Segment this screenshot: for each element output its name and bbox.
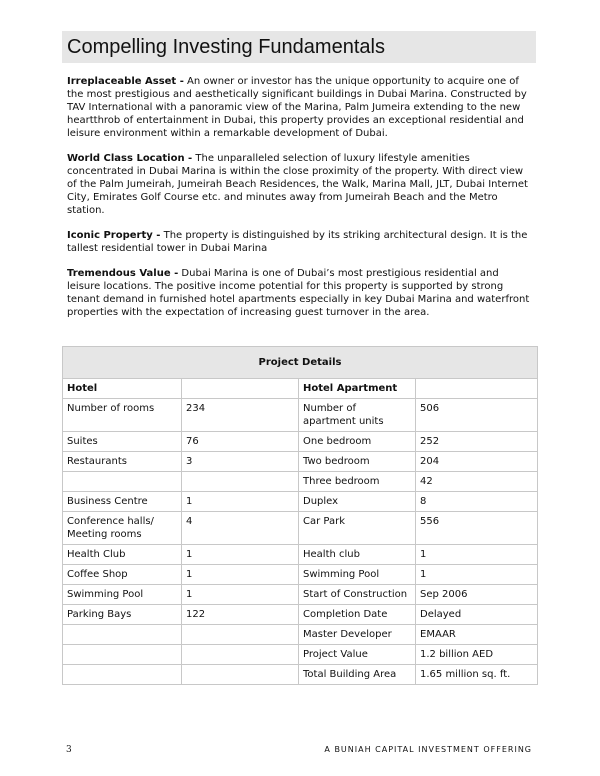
table-cell: 122 <box>182 605 299 625</box>
table-row <box>63 625 538 645</box>
page-number: 3 <box>66 745 72 755</box>
table-cell <box>182 645 299 665</box>
title-bar <box>62 31 536 63</box>
table-cell: 1 <box>416 545 538 565</box>
table-body <box>63 379 538 685</box>
table-cell: 234 <box>182 399 299 432</box>
table-cell: 1.65 million sq. ft. <box>416 665 538 685</box>
table-cell: Coffee Shop <box>63 565 182 585</box>
table-cell: 76 <box>182 432 299 452</box>
table-cell <box>63 625 182 645</box>
paragraph-lead: Iconic Property - <box>67 230 161 241</box>
table-cell: Master Developer <box>299 625 416 645</box>
table-cell <box>63 472 182 492</box>
table-cell: 8 <box>416 492 538 512</box>
table-cell: Sep 2006 <box>416 585 538 605</box>
table-row <box>63 665 538 685</box>
table-cell: Delayed <box>416 605 538 625</box>
table-row <box>63 512 538 545</box>
project-details-table <box>62 346 538 685</box>
table-cell: 1.2 billion AED <box>416 645 538 665</box>
table-cell: Start of Construction <box>299 585 416 605</box>
paragraph-text: Dubai Marina is one of Dubai’s most prestigious residential and leisure locations. The positive income potential for this property is supported by strong tenant demand in furnished hotel apartments especially in key Dubai Marina and waterfront properties with the expectation of increasing guest turnover in the area. <box>67 268 530 318</box>
table-cell: Number of rooms <box>63 399 182 432</box>
table-cell: One bedroom <box>299 432 416 452</box>
table-cell: Business Centre <box>63 492 182 512</box>
table-cell: 1 <box>182 565 299 585</box>
table-cell <box>63 665 182 685</box>
table-cell: 42 <box>416 472 538 492</box>
table-row <box>63 492 538 512</box>
table-cell: Duplex <box>299 492 416 512</box>
table-row <box>63 432 538 452</box>
table-cell: Suites <box>63 432 182 452</box>
paragraph-lead: World Class Location - <box>67 153 193 164</box>
table-header-cell: Hotel Apartment <box>299 379 416 399</box>
table-row <box>63 452 538 472</box>
table-cell: 252 <box>416 432 538 452</box>
table-cell: Two bedroom <box>299 452 416 472</box>
table-row <box>63 565 538 585</box>
table-header-cell: Hotel <box>63 379 182 399</box>
table-row <box>63 605 538 625</box>
table-cell: Parking Bays <box>63 605 182 625</box>
table-row <box>63 645 538 665</box>
table-cell <box>182 472 299 492</box>
paragraph-iconic-property <box>67 229 533 255</box>
table-cell: 1 <box>182 545 299 565</box>
table-cell: 556 <box>416 512 538 545</box>
table-cell: 1 <box>416 565 538 585</box>
page-title: Compelling Investing Fundamentals <box>67 36 385 58</box>
table-cell <box>182 625 299 645</box>
table-cell: 1 <box>182 585 299 605</box>
table-cell: Number of apartment units <box>299 399 416 432</box>
table-header-row <box>63 379 538 399</box>
paragraph-text: The property is distinguished by its striking architectural design. It is the tallest residential tower in Dubai Marina <box>67 230 528 254</box>
table-cell: Swimming Pool <box>63 585 182 605</box>
paragraph-tremendous-value <box>67 267 533 319</box>
table-cell: Total Building Area <box>299 665 416 685</box>
paragraph-irreplaceable-asset <box>67 75 533 140</box>
paragraph-world-class-location <box>67 152 533 217</box>
table-cell: 204 <box>416 452 538 472</box>
table-cell: EMAAR <box>416 625 538 645</box>
table-cell: 506 <box>416 399 538 432</box>
paragraph-text: An owner or investor has the unique opportunity to acquire one of the most prestigious and aesthetically significant buildings in Dubai Marina. Constructed by TAV International with a panoramic view of the Marina, Palm Jumeira extending to the new heartthrob of entertainment in Dubai, this property provides an exceptional residential and leisure environment within a remarkable development of Dubai. <box>67 76 527 139</box>
table-cell <box>63 645 182 665</box>
paragraph-lead: Irreplaceable Asset - <box>67 76 184 87</box>
table-header-cell <box>182 379 299 399</box>
table-cell: Conference halls/ Meeting rooms <box>63 512 182 545</box>
table-cell: Restaurants <box>63 452 182 472</box>
footer-text: A BUNIAH CAPITAL INVESTMENT OFFERING <box>324 745 532 754</box>
table-row <box>63 472 538 492</box>
table-cell: Health Club <box>63 545 182 565</box>
table-caption: Project Details <box>63 347 538 379</box>
table-cell <box>182 665 299 685</box>
table-cell: Completion Date <box>299 605 416 625</box>
table-row <box>63 399 538 432</box>
table-cell: Car Park <box>299 512 416 545</box>
table-cell: 3 <box>182 452 299 472</box>
table-cell: 1 <box>182 492 299 512</box>
table-cell: Three bedroom <box>299 472 416 492</box>
table-row <box>63 545 538 565</box>
table-row <box>63 585 538 605</box>
body-text <box>67 75 533 331</box>
table-header-cell <box>416 379 538 399</box>
table-cell: Project Value <box>299 645 416 665</box>
table-cell: Swimming Pool <box>299 565 416 585</box>
paragraph-lead: Tremendous Value - <box>67 268 179 279</box>
table-cell: 4 <box>182 512 299 545</box>
paragraph-text: The unparalleled selection of luxury lifestyle amenities concentrated in Dubai Marina is within the close proximity of the property. With direct view of the Palm Jumeirah, Jumeirah Beach Residences, the Walk, Marina Mall, JLT, Dubai Internet City, Emirates Golf Course etc. and minutes away from Jumeirah Beach and the Metro station. <box>67 153 528 216</box>
table-cell: Health club <box>299 545 416 565</box>
